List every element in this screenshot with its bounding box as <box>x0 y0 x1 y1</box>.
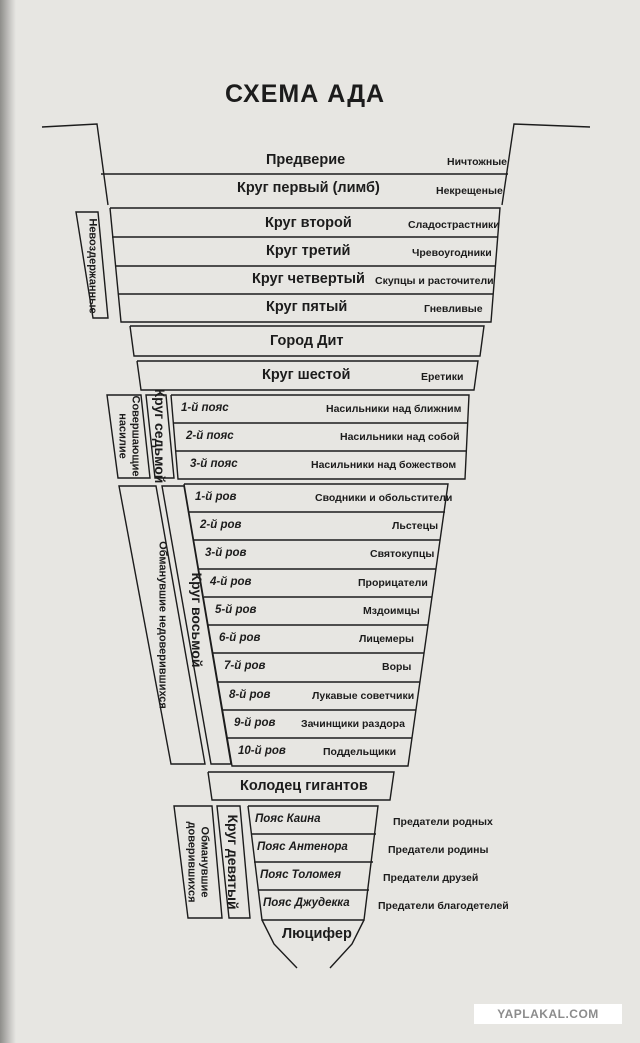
ditch-label: 8-й ров <box>229 689 271 701</box>
level-desc: Сладострастники <box>408 219 500 231</box>
zone-desc: Предатели друзей <box>383 872 479 884</box>
belt-desc: Насильники над божеством <box>311 459 457 471</box>
level-desc: Гневливые <box>424 303 483 315</box>
ditch-label: 4-й ров <box>210 576 252 588</box>
zone-label: Пояс Джудекка <box>263 897 350 909</box>
level-label: Предверие <box>266 152 346 168</box>
level-desc: Чревоугодники <box>412 247 492 259</box>
ditch-desc: Зачинщики раздора <box>301 718 405 730</box>
circle-7-label: Круг седьмой <box>152 388 169 484</box>
funnel-rim-left <box>42 124 108 205</box>
ditch-desc: Сводники и обольстители <box>315 492 453 504</box>
level-label: Круг пятый <box>266 299 348 315</box>
level-label: Круг третий <box>266 243 351 259</box>
zone-label: Пояс Толомея <box>260 869 341 881</box>
level-desc: Ничтожные <box>447 156 508 168</box>
ditch-desc: Святокупцы <box>370 548 435 560</box>
giants-well-label: Колодец гигантов <box>240 778 368 794</box>
group-label-fraud: Обманувшие недоверившихся <box>156 541 169 709</box>
circle-8-label: Круг восьмой <box>189 572 206 668</box>
ditch-label: 7-й ров <box>224 660 266 672</box>
ditch-desc: Льстецы <box>392 520 439 532</box>
ditch-desc: Воры <box>382 661 412 673</box>
ditch-label: 1-й ров <box>195 491 237 503</box>
circle-9-label: Круг девятый <box>225 814 242 910</box>
level-label: Круг четвертый <box>252 271 365 287</box>
ditch-desc: Прорицатели <box>358 577 428 589</box>
group-label-incontinence: Невоздержанные <box>86 218 99 314</box>
level-label: Круг первый (лимб) <box>237 180 380 196</box>
lucifer-label: Люцифер <box>282 926 352 942</box>
belt-label: 2-й пояс <box>186 430 234 442</box>
zone-desc: Предатели родных <box>393 816 493 828</box>
group-label-treachery: Обманувшие доверившихся <box>186 821 211 903</box>
level-label: Город Дит <box>270 333 344 349</box>
ditch-label: 3-й ров <box>205 547 247 559</box>
funnel-rim-right <box>502 124 590 205</box>
ditch-label: 6-й ров <box>219 632 261 644</box>
belt-label: 3-й пояс <box>190 458 238 470</box>
ditch-label: 10-й ров <box>238 745 286 757</box>
ditch-desc: Мздоимцы <box>363 605 420 617</box>
group-label-violent: Совершающие насилие <box>117 395 142 477</box>
zone-label: Пояс Антенора <box>257 841 348 853</box>
ditch-label: 5-й ров <box>215 604 257 616</box>
level-desc: Скупцы и расточители <box>375 275 494 287</box>
zone-desc: Предатели родины <box>388 844 489 856</box>
page-title: СХЕМА АДА <box>224 80 386 108</box>
ditch-desc: Лицемеры <box>359 633 414 645</box>
belt-desc: Насильники над собой <box>340 431 460 443</box>
level-desc: Еретики <box>421 371 464 383</box>
level-desc: Некрещеные <box>436 185 503 197</box>
watermark: YAPLAKAL.COM <box>474 1004 622 1024</box>
ditch-label: 9-й ров <box>234 717 276 729</box>
zone-label: Пояс Каина <box>255 813 321 825</box>
belt-desc: Насильники над ближним <box>326 403 462 415</box>
zone-desc: Предатели благодетелей <box>378 900 509 912</box>
ditch-desc: Поддельщики <box>323 746 397 758</box>
ditch-label: 2-й ров <box>200 519 242 531</box>
belt-label: 1-й пояс <box>181 402 229 414</box>
ditch-desc: Лукавые советчики <box>312 690 415 702</box>
level-label: Круг шестой <box>262 367 351 383</box>
level-label: Круг второй <box>265 215 352 231</box>
